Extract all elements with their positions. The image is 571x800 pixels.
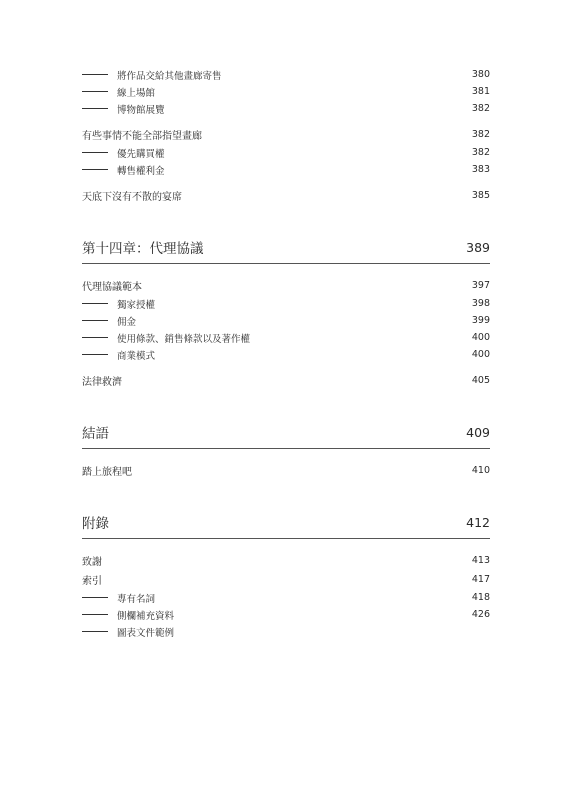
page-number: 382 (471, 129, 490, 140)
chapter-heading-appendix[interactable] (82, 510, 490, 539)
page-number: 398 (471, 298, 490, 309)
page-number: 382 (471, 147, 490, 158)
dash-marker (82, 354, 108, 355)
toc-subentry[interactable] (82, 83, 490, 100)
toc-subentry-title: 優先購買權 (117, 148, 165, 160)
toc-group-appendix (82, 551, 490, 640)
toc-group-conclusion (82, 461, 490, 480)
page-number: 381 (471, 86, 490, 97)
chapter-title: 附錄 (82, 516, 109, 532)
page-number: 399 (471, 315, 490, 326)
dash-marker (82, 108, 108, 109)
toc-group-ch14 (82, 276, 490, 390)
toc-entry[interactable] (82, 276, 490, 295)
toc-entry[interactable] (82, 461, 490, 480)
toc-entry[interactable] (82, 551, 490, 570)
page-number: 426 (471, 609, 490, 620)
toc-subentry[interactable] (82, 161, 490, 178)
toc-entry-title: 代理協議範本 (82, 282, 142, 293)
dash-marker (82, 597, 108, 598)
toc-subentry[interactable] (82, 606, 490, 623)
page-number: 410 (471, 465, 490, 476)
toc-subentry-title: 線上場館 (117, 87, 156, 99)
chapter-heading-14[interactable] (82, 235, 490, 264)
toc-subentry[interactable] (82, 346, 490, 363)
dash-marker (82, 74, 108, 75)
toc-subentry[interactable] (82, 623, 490, 640)
chapter-page-number: 412 (466, 514, 490, 530)
toc-subentry-title: 博物館展覽 (117, 104, 165, 116)
toc-subentry-title: 轉售權利金 (117, 165, 165, 177)
chapter-title: 結語 (82, 426, 109, 442)
page-number: 400 (471, 332, 490, 343)
chapter-title: 第十四章：代理協議 (82, 241, 204, 257)
page-number: 400 (471, 349, 490, 360)
dash-marker (82, 91, 108, 92)
toc-subentry-title: 佣金 (117, 316, 137, 328)
dash-marker (82, 303, 108, 304)
toc-subentry[interactable] (82, 295, 490, 312)
dash-marker (82, 169, 108, 170)
toc-subentry-title: 使用條款、銷售條款以及著作權 (117, 333, 251, 345)
page-number: 382 (471, 103, 490, 114)
toc-entry-title: 法律救濟 (82, 377, 122, 388)
toc-subentry-title: 商業模式 (117, 350, 156, 362)
dash-marker (82, 337, 108, 338)
toc-entry[interactable] (82, 186, 490, 205)
toc-entry[interactable] (82, 371, 490, 390)
toc-group-gallery (82, 66, 490, 205)
chapter-heading-conclusion[interactable] (82, 420, 490, 449)
toc-subentry[interactable] (82, 312, 490, 329)
toc-subentry-title: 將作品交給其他畫廊寄售 (117, 70, 222, 82)
dash-marker (82, 631, 108, 632)
table-of-contents (82, 66, 490, 640)
toc-entry-title: 踏上旅程吧 (82, 467, 132, 478)
page-number: 380 (471, 69, 490, 80)
page-number: 385 (471, 190, 490, 201)
page-number: 413 (471, 555, 490, 566)
toc-entry-title: 有些事情不能全部指望畫廊 (82, 131, 202, 142)
page-number: 417 (471, 574, 490, 585)
toc-subentry-title: 專有名詞 (117, 593, 156, 605)
toc-subentry-title: 獨家授權 (117, 299, 156, 311)
dash-marker (82, 152, 108, 153)
toc-entry[interactable] (82, 570, 490, 589)
chapter-page-number: 389 (466, 239, 490, 255)
toc-entry-title: 天底下沒有不散的宴席 (82, 192, 182, 203)
page-number: 383 (471, 164, 490, 175)
toc-entry-title: 索引 (82, 576, 102, 587)
toc-subentry[interactable] (82, 589, 490, 606)
toc-subentry[interactable] (82, 66, 490, 83)
toc-subentry[interactable] (82, 329, 490, 346)
page-number: 418 (471, 592, 490, 603)
toc-entry[interactable] (82, 125, 490, 144)
toc-subentry[interactable] (82, 144, 490, 161)
toc-subentry[interactable] (82, 100, 490, 117)
page-number: 397 (471, 280, 490, 291)
dash-marker (82, 320, 108, 321)
dash-marker (82, 614, 108, 615)
page-number: 405 (471, 375, 490, 386)
chapter-page-number: 409 (466, 424, 490, 440)
toc-subentry-title: 圖表文件範例 (117, 627, 175, 639)
toc-subentry-title: 側欄補充資料 (117, 610, 175, 622)
toc-entry-title: 致謝 (82, 557, 102, 568)
